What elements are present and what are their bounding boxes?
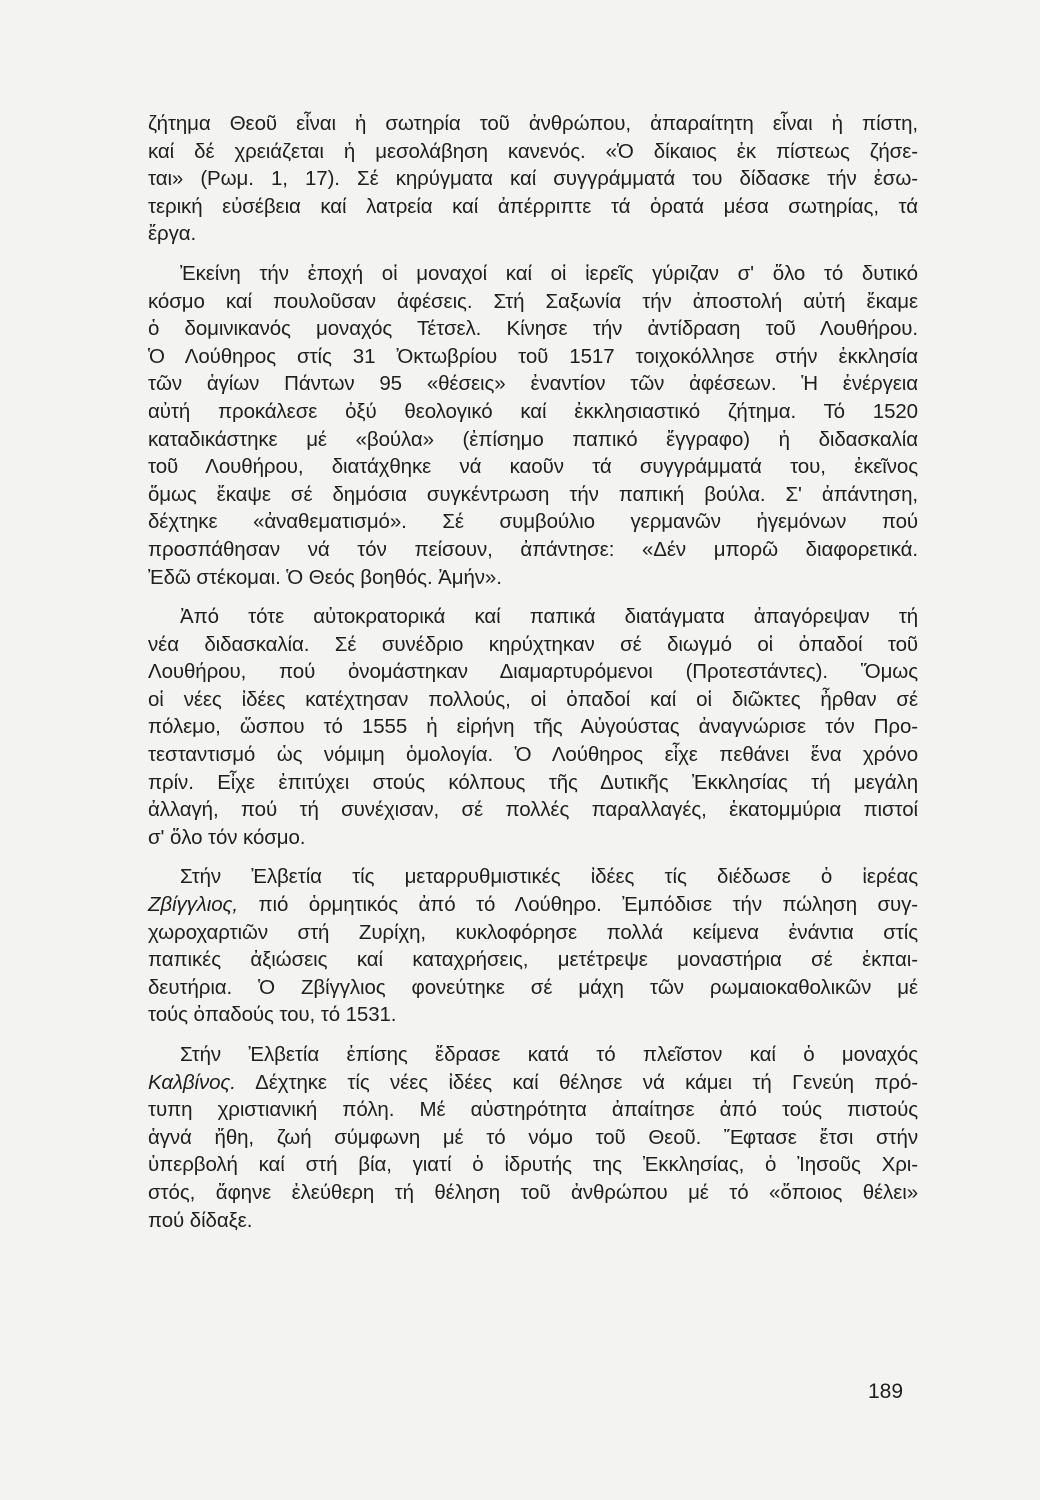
text-line: πού δίδαξε.: [148, 1208, 253, 1232]
text-line: τυπη χριστιανική πόλη. Μέ αὐστηρότητα ἀπαίτησε ἀπό τούς πιστούς: [148, 1098, 918, 1122]
text-line: δέχτηκε «ἀναθεματισμό». Σέ συμβούλιο γερμανῶν ἡγεμόνων πού: [148, 510, 918, 534]
text-line: Στήν Ἐλβετία ἐπίσης ἔδρασε κατά τό πλεῖστον καί ὁ μοναχός: [180, 1043, 918, 1066]
italic-name: Ζβίγγλιος,: [148, 893, 238, 917]
text-line: ἀλλαγή, πού τή συνέχισαν, σέ πολλές παραλλαγές, ἑκατομμύρια πιστοί: [148, 798, 918, 822]
text-line: ὑπερβολή καί στή βία, γιατί ὁ ἱδρυτής της Ἐκκλησίας, ὁ Ἰησοῦς Χρι-: [148, 1153, 918, 1177]
line-rest: Δέχτηκε τίς νέες ἰδέες καί θέλησε νά κάμει τή Γενεύη πρό-: [235, 1070, 918, 1094]
text-line: δευτήρια. Ὁ Ζβίγγλιος φονεύτηκε σέ μάχη τῶν ρωμαιοκαθολικῶν μέ: [148, 975, 918, 999]
text-line: ἁγνά ἤθη, ζωή σύμφωνη μέ τό νόμο τοῦ Θεοῦ. Ἔφτασε ἔτσι στήν: [148, 1125, 918, 1149]
text-line: παπικές ἀξιώσεις καί καταχρήσεις, μετέτρεψε μοναστήρια σέ ἐκπαι-: [148, 948, 918, 972]
text-line: ἔργα.: [148, 222, 197, 246]
text-line: πόλεμο, ὥσπου τό 1555 ἡ εἰρήνη τῆς Αὐγούστας ἀναγνώρισε τόν Προ-: [148, 715, 918, 739]
text-line: Ἐδῶ στέκομαι. Ὁ Θεός βοηθός. Ἀμήν».: [148, 565, 502, 589]
text-line: πρίν. Εἶχε ἐπιτύχει στούς κόλπους τῆς Δυτικῆς Ἐκκλησίας τή μεγάλη: [148, 770, 918, 794]
text-line: τεσταντισμό ὡς νόμιμη ὁμολογία. Ὁ Λούθηρος εἶχε πεθάνει ἕνα χρόνο: [148, 743, 918, 767]
paragraph: [148, 110, 918, 248]
line-rest: πιό ὁρμητικός ἀπό τό Λούθηρο. Ἐμπόδισε τήν πώληση συγ-: [238, 893, 918, 917]
text-line: [148, 891, 918, 919]
text-line: Ἐκείνη τήν ἐποχή οἱ μοναχοί καί οἱ ἱερεῖς γύριζαν σ' ὅλο τό δυτικό: [180, 261, 918, 285]
text-line: κόσμο καί πουλοῦσαν ἀφέσεις. Στή Σαξωνία τήν ἀποστολή αὐτή ἔκαμε: [148, 289, 918, 313]
text-line: ζήτημα Θεοῦ εἶναι ἡ σωτηρία τοῦ ἀνθρώπου, ἀπαραίτητη εἶναι ἡ πίστη,: [148, 112, 918, 135]
text-line: τοῦ Λουθήρου, διατάχθηκε νά καοῦν τά συγγράμματά του, ἐκεῖνος: [148, 455, 918, 479]
text-line: ται» (Ρωμ. 1, 17). Σέ κηρύγματα καί συγγράμματά του δίδασκε τήν ἐσω-: [148, 167, 918, 191]
paragraph: [148, 603, 918, 851]
text-line: οἱ νέες ἰδέες κατέχτησαν πολλούς, οἱ ὀπαδοί καί οἱ διῶκτες ἦρθαν σέ: [148, 687, 918, 711]
text-line: καταδικάστηκε μέ «βούλα» (ἐπίσημο παπικό ἔγγραφο) ἡ διδασκαλία: [148, 427, 918, 451]
paragraph: [148, 260, 918, 591]
text-line: αὐτή προκάλεσε ὀξύ θεολογικό καί ἐκκλησιαστικό ζήτημα. Τό 1520: [148, 399, 918, 423]
text-line: σ' ὅλο τόν κόσμο.: [148, 825, 306, 849]
text-line: Ἀπό τότε αὐτοκρατορικά καί παπικά διατάγματα ἀπαγόρεψαν τή: [180, 605, 918, 629]
text-line: Στήν Ἐλβετία τίς μεταρρυθμιστικές ἰδέες τίς διέδωσε ὁ ἱερέας: [180, 865, 918, 889]
body-text: [148, 110, 918, 1246]
italic-name: Καλβίνος.: [148, 1070, 236, 1094]
text-line: τῶν ἁγίων Πάντων 95 «θέσεις» ἐναντίον τῶν ἀφέσεων. Ἡ ἐνέργεια: [148, 372, 918, 396]
text-line: χωροχαρτιῶν στή Ζυρίχη, κυκλοφόρησε πολλά κείμενα ἐνάντια στίς: [148, 920, 918, 944]
paragraph: [148, 863, 918, 1029]
page-number: 189: [868, 1380, 904, 1403]
text-line: προσπάθησαν νά τόν πείσουν, ἀπάντησε: «Δέν μπορῶ διαφορετικά.: [148, 537, 918, 561]
text-line: στός, ἄφηνε ἐλεύθερη τή θέληση τοῦ ἀνθρώπου μέ τό «ὅποιος θέλει»: [148, 1180, 918, 1204]
text-line: τούς ὀπαδούς του, τό 1531.: [148, 1003, 397, 1027]
text-line: καί δέ χρειάζεται ἡ μεσολάβηση κανενός. «Ὁ δίκαιος ἐκ πίστεως ζήσε-: [148, 139, 918, 163]
text-line: ὁ δομινικανός μοναχός Τέτσελ. Κίνησε τήν ἀντίδραση τοῦ Λουθήρου.: [148, 317, 918, 341]
text-line: ὅμως ἔκαψε σέ δημόσια συγκέντρωση τήν παπική βούλα. Σ' ἀπάντηση,: [148, 482, 918, 506]
text-line: Λουθήρου, πού ὀνομάστηκαν Διαμαρτυρόμενοι (Προτεστάντες). Ὅμως: [148, 660, 918, 684]
text-line: [148, 1069, 918, 1097]
text-line: Ὁ Λούθηρος στίς 31 Ὀκτωβρίου τοῦ 1517 τοιχοκόλλησε στήν ἐκκλησία: [148, 344, 918, 368]
text-line: τερική εὐσέβεια καί λατρεία καί ἀπέρριπτε τά ὁρατά μέσα σωτηρίας, τά: [148, 194, 918, 218]
text-line: νέα διδασκαλία. Σέ συνέδριο κηρύχτηκαν σέ διωγμό οἱ ὀπαδοί τοῦ: [148, 632, 918, 656]
paragraph: [148, 1041, 918, 1234]
